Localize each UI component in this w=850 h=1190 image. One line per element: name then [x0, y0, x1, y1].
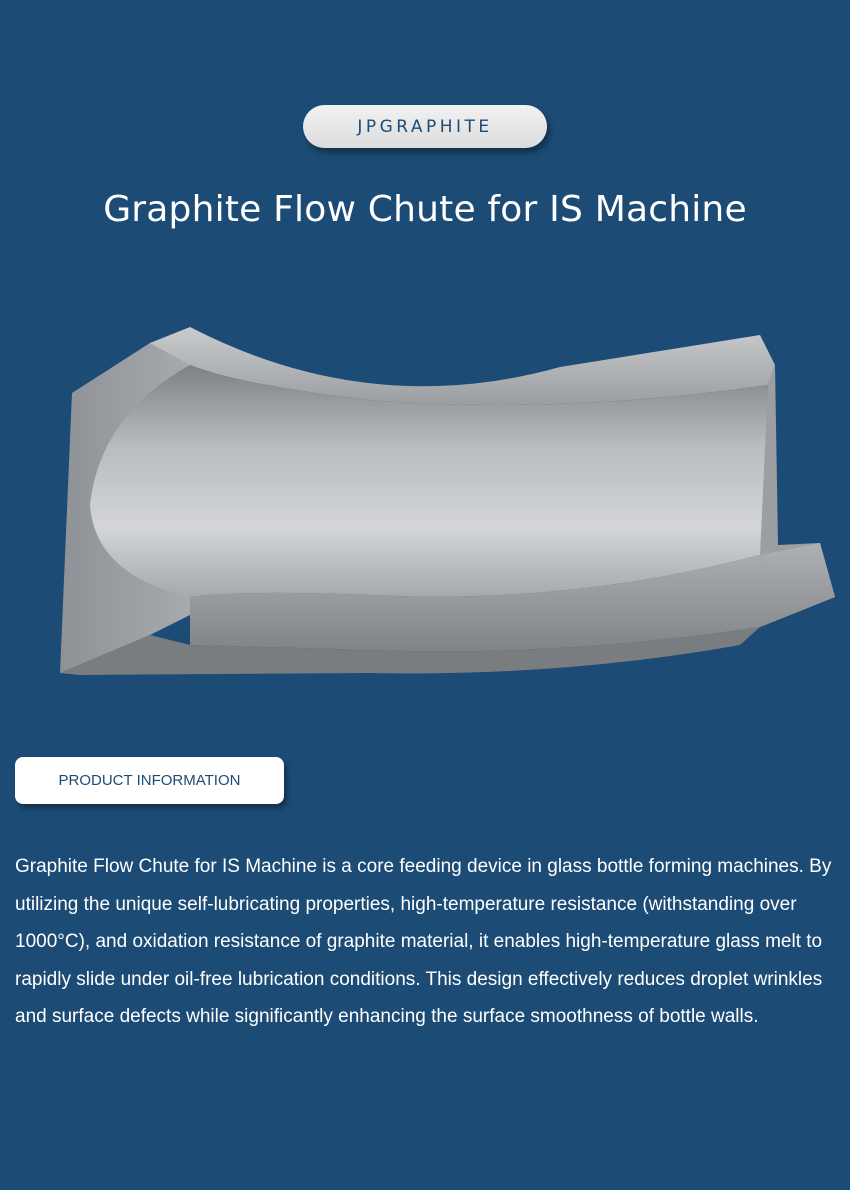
brand-label: JPGRAPHITE	[357, 116, 493, 137]
product-information-tab[interactable]	[15, 757, 284, 804]
product-description: Graphite Flow Chute for IS Machine is a core feeding device in glass bottle forming machines. By utilizing the unique self-lubricating properties, high-temperature resistance (withstanding over 1000°C), and oxidation resistance of graphite material, it enables high-temperature glass melt to rapidly slide under oil-free lubrication conditions. This design effectively reduces droplet wrinkles and surface defects while significantly enhancing the surface smoothness of bottle walls.	[15, 856, 832, 1027]
product-information-label: PRODUCT INFORMATION	[58, 772, 241, 789]
page-title: Graphite Flow Chute for IS Machine	[103, 189, 747, 230]
product-image	[40, 305, 850, 695]
brand-badge	[303, 105, 547, 148]
